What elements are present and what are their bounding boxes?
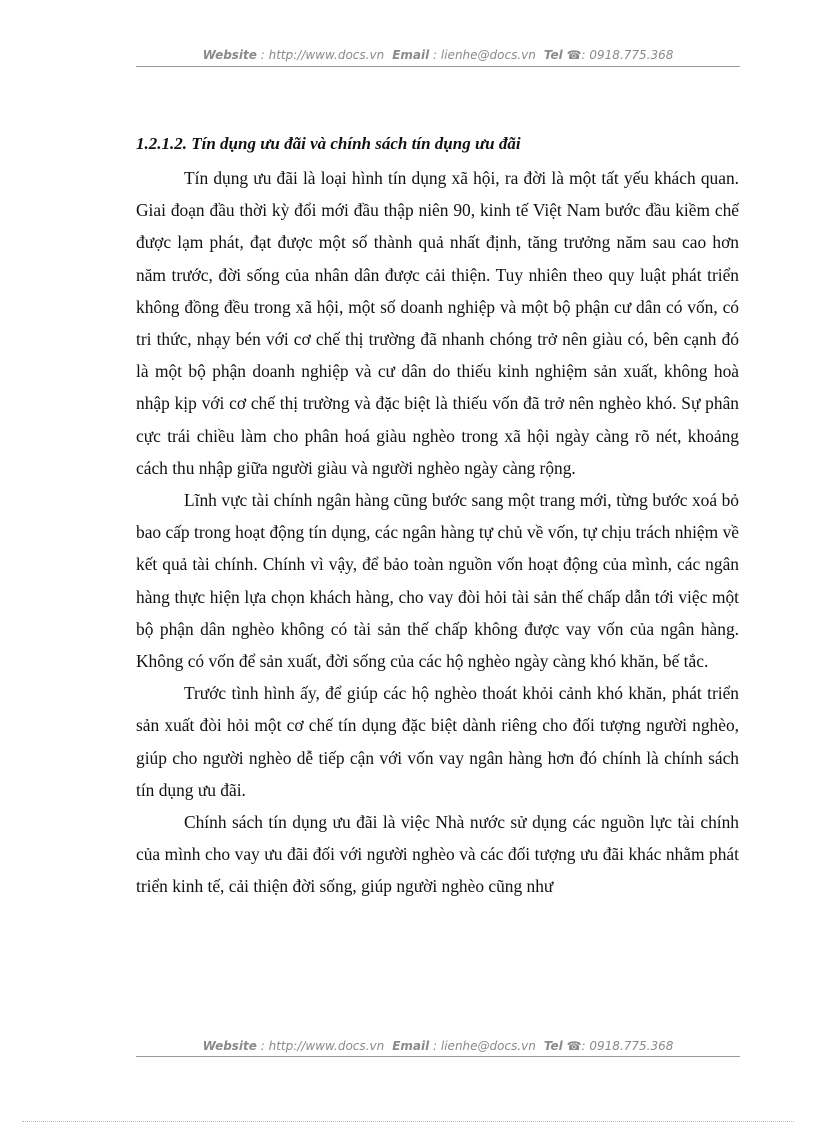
page-header	[136, 48, 740, 62]
header-tel-value: : 0918.775.368	[581, 48, 674, 62]
footer-website-url[interactable]: http://www.docs.vn	[268, 1039, 385, 1053]
header-divider	[136, 66, 740, 67]
footer-divider	[136, 1056, 740, 1057]
header-website-label: Website	[202, 48, 257, 62]
footer-website-sep: :	[256, 1039, 269, 1053]
footer-website-label: Website	[202, 1039, 257, 1053]
footer-email-label: Email	[392, 1039, 430, 1053]
paragraph-3: Trước tình hình ấy, để giúp các hộ nghèo thoát khỏi cảnh khó khăn, phát triển sản xuất đòi hỏi một cơ chế tín dụng đặc biệt dành riêng cho đối tượng người nghèo, giúp cho người nghèo dễ tiếp cận với vốn vay ngân hàng hơn đó chính là chính sách tín dụng ưu đãi.	[136, 683, 739, 800]
section-heading: 1.2.1.2. Tín dụng ưu đãi và chính sách tín dụng ưu đãi	[136, 134, 521, 153]
header-email-label: Email	[392, 48, 430, 62]
phone-icon: ☎	[566, 48, 582, 62]
page-footer	[136, 1039, 740, 1053]
document-body	[136, 130, 739, 903]
header-website-url[interactable]: http://www.docs.vn	[268, 48, 385, 62]
footer-email-value[interactable]: lienhe@docs.vn	[440, 1039, 536, 1053]
paragraph-1: Tín dụng ưu đãi là loại hình tín dụng xã hội, ra đời là một tất yếu khách quan. Giai đoạn đầu thời kỳ đổi mới đầu thập niên 90, kinh tế Việt Nam bước đầu kiềm chế được lạm phát, đạt được một số thành quả nhất định, tăng trưởng năm sau cao hơn năm trước, đời sống của nhân dân được cải thiện. Tuy nhiên theo quy luật phát triển không đồng đều trong xã hội, một số doanh nghiệp và một bộ phận cư dân có vốn, có tri thức, nhạy bén với cơ chế thị trường đã nhanh chóng trở nên giàu có, bên cạnh đó là một bộ phận doanh nghiệp và cư dân do thiếu kinh nghiệm sản xuất, không hoà nhập kịp với cơ chế thị trường và đặc biệt là thiếu vốn đã trở nên nghèo khó. Sự phân cực trái chiều làm cho phân hoá giàu nghèo trong xã hội ngày càng rõ nét, khoảng cách thu nhập giữa người giàu và người nghèo ngày càng rộng.	[136, 168, 739, 478]
footer-tel-label: Tel	[543, 1039, 563, 1053]
header-website-sep: :	[256, 48, 269, 62]
footer-tel-value: : 0918.775.368	[581, 1039, 674, 1053]
paragraph-4: Chính sách tín dụng ưu đãi là việc Nhà nước sử dụng các nguồn lực tài chính của mình cho vay ưu đãi đối với người nghèo và các đối tượng ưu đãi khác nhằm phát triển kinh tế, cải thiện đời sống, giúp người nghèo cũng như	[136, 812, 739, 897]
footer-email-sep: :	[429, 1039, 441, 1053]
header-email-sep: :	[429, 48, 441, 62]
header-email-value[interactable]: lienhe@docs.vn	[440, 48, 536, 62]
page-bottom-edge	[22, 1121, 794, 1122]
paragraph-2: Lĩnh vực tài chính ngân hàng cũng bước sang một trang mới, từng bước xoá bỏ bao cấp trong hoạt động tín dụng, các ngân hàng tự chủ về vốn, tự chịu trách nhiệm về kết quả tài chính. Chính vì vậy, để bảo toàn nguồn vốn hoạt động của mình, các ngân hàng thực hiện lựa chọn khách hàng, cho vay đòi hỏi tài sản thế chấp dẫn tới việc một bộ phận dân nghèo không có tài sản thế chấp không được vay vốn của ngân hàng. Không có vốn để sản xuất, đời sống của các hộ nghèo ngày càng khó khăn, bế tắc.	[136, 490, 739, 672]
header-tel-label: Tel	[543, 48, 563, 62]
phone-icon: ☎	[566, 1039, 582, 1053]
